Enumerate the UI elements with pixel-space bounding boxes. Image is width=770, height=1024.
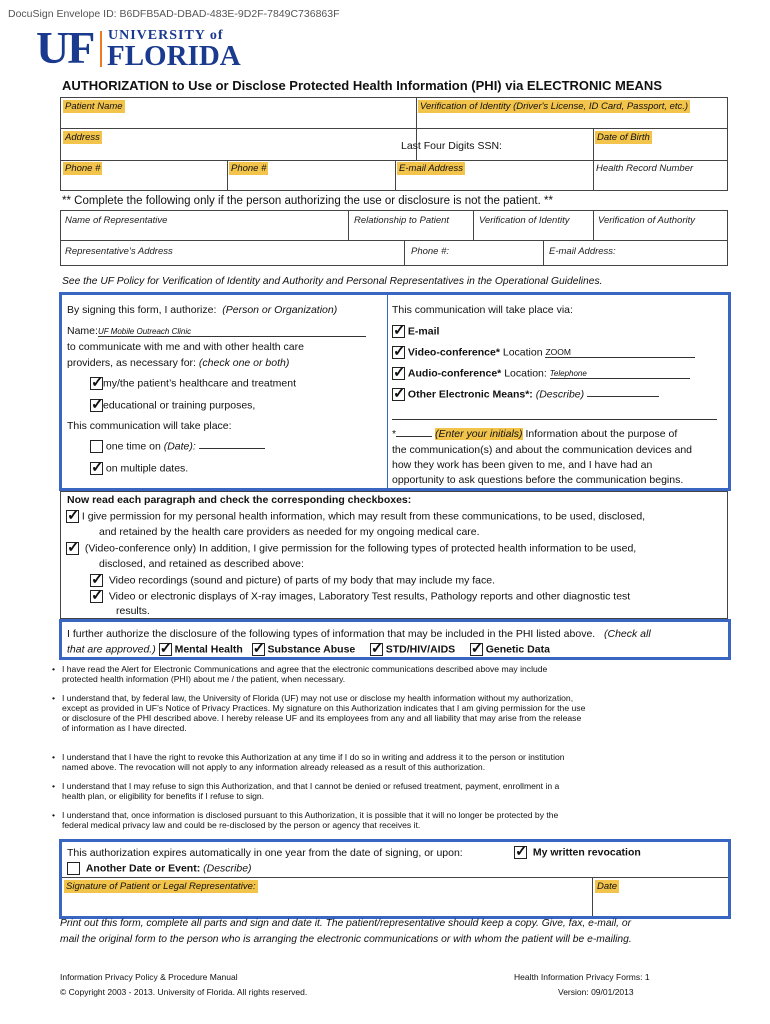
p2b-line-2: results. — [116, 605, 150, 617]
logo-florida-text: FLORIDA — [107, 40, 241, 72]
rep-email-label[interactable]: E-mail Address: — [549, 246, 616, 257]
footer-copyright: © Copyright 2003 - 2013. University of Florida. All rights reserved. — [60, 987, 308, 997]
signing-text: By signing this form, I authorize: (Person or Organization) — [67, 304, 338, 316]
p2-line-2: disclosed, and retained as described above: — [99, 558, 304, 570]
p2-row: ✓ (Video-conference only) In addition, I give permission for the following types of protected health information to be used, — [66, 542, 636, 555]
education-checkbox[interactable] — [90, 399, 103, 412]
patient-info-table — [60, 97, 728, 191]
video-location-input[interactable]: ZOOM — [545, 347, 695, 358]
rep-address-label[interactable]: Representative’s Address — [65, 246, 173, 257]
health-record-label: Health Record Number — [596, 163, 694, 174]
authorized-name-input[interactable]: UF Mobile Outreach Clinic — [98, 327, 366, 337]
logo-uf-text: UF — [36, 22, 94, 73]
p1-row: ✓ I give permission for my personal health information, which may result from these communications, to be used, disclosed, — [66, 510, 645, 523]
envelope-id: DocuSign Envelope ID: B6DFB5AD-DBAD-483E-9D2F-7849C736863F — [8, 8, 340, 20]
email-field[interactable]: E-mail Address — [399, 163, 464, 174]
bullet-item: • I understand that I have the right to revoke this Authorization at any time if I do so in writing and address it to the person or institution named above. The revocation will not apply to any information already released as a result of this authorization. — [62, 752, 565, 772]
copyright-icon: © — [60, 987, 67, 997]
authorization-box — [59, 292, 731, 491]
initials-text-2: the communication(s) and about the communication devices and — [392, 444, 692, 456]
verification-field[interactable]: Verification of Identity (Driver's License, ID Card, Passport, etc.) — [420, 101, 689, 112]
healthcare-checkbox[interactable] — [90, 377, 103, 390]
bullet-item: • I understand that, by federal law, the University of Florida (UF) may not use or disclose my health information without my authorization, except as provided in UF’s Notice of Privacy Practices. My signature on this Authorization indicates that I am giving permission for the use or disclosure of the PHI described above. I hereby release UF and its employees from any and all liability that may arise from the release of information as I have directed. — [62, 693, 585, 733]
print-note-1: Print out this form, complete all parts and sign and date it. The patient/representative should keep a copy. Give, fax, e-mail, or — [60, 918, 632, 929]
via-audio-row: ✓ Audio-conference* Location: Telephone — [392, 367, 690, 380]
dob-field[interactable]: Date of Birth — [597, 132, 650, 143]
bullet-item: • I understand that I may refuse to sign this Authorization, and that I cannot be denied or refused treatment, payment, enrollment in a health plan, or eligibility for benefits if I refuse to sign. — [62, 781, 559, 801]
multiple-dates-row: ✓ on multiple dates. — [90, 462, 188, 475]
bullet-item: • I understand that, once information is disclosed pursuant to this Authorization, it is possible that it will no longer be protected by the federal medical privacy law and could be re-disclosed by the person or agency that receives it. — [62, 810, 558, 830]
one-time-date-input[interactable] — [199, 448, 265, 449]
uf-logo — [36, 22, 246, 73]
via-video-row: ✓ Video-conference* Location ZOOM — [392, 346, 695, 359]
disclosure-text: I further authorize the disclosure of the following types of information that may be included in the PHI listed above. (Check all — [67, 628, 651, 640]
initials-text-4: opportunity to ask questions before the communication begins. — [392, 474, 684, 486]
substance-abuse-checkbox[interactable] — [252, 643, 265, 656]
one-time-checkbox[interactable] — [90, 440, 103, 453]
initials-row: * (Enter your initials) Information about the purpose of — [392, 428, 678, 440]
rep-verif-authority-label[interactable]: Verification of Authority — [598, 215, 695, 226]
via-video-checkbox[interactable] — [392, 346, 405, 359]
one-time-row: one time on (Date): — [90, 440, 265, 453]
paragraphs-heading: Now read each paragraph and check the corresponding checkboxes: — [67, 494, 412, 506]
revocation-checkbox[interactable] — [514, 846, 527, 859]
bullet-item: • I have read the Alert for Electronic Communications and agree that the electronic communications described above may include protected health information (PHI) about me / the patient, when necessary. — [62, 664, 547, 684]
p2a-row: ✓ Video recordings (sound and picture) of parts of my body that may include my face. — [90, 574, 495, 587]
phone-field-2[interactable]: Phone # — [231, 163, 267, 174]
another-date-row: Another Date or Event: (Describe) — [67, 862, 252, 875]
via-email-row: ✓ E-mail — [392, 325, 439, 338]
rep-relationship-label[interactable]: Relationship to Patient — [354, 215, 450, 226]
other-describe-line[interactable] — [392, 419, 717, 420]
signature-date-field[interactable]: Date — [597, 881, 618, 892]
multiple-dates-checkbox[interactable] — [90, 462, 103, 475]
rep-phone-label[interactable]: Phone #: — [411, 246, 450, 257]
p2b-row: ✓ Video or electronic displays of X-ray images, Laboratory Test results, Pathology reports and other diagnostic test — [90, 590, 630, 603]
rep-instruction: ** Complete the following only if the person authorizing the use or disclosure is not the patient. ** — [62, 195, 553, 207]
via-other-row: ✓ Other Electronic Means*: (Describe) — [392, 388, 659, 401]
audio-location-input[interactable]: Telephone — [550, 369, 690, 379]
genetic-data-checkbox[interactable] — [470, 643, 483, 656]
mental-health-checkbox[interactable] — [159, 643, 172, 656]
via-email-checkbox[interactable] — [392, 325, 405, 338]
footer-manual: Information Privacy Policy & Procedure Manual — [60, 972, 238, 982]
via-audio-checkbox[interactable] — [392, 367, 405, 380]
logo-university-text: UNIVERSITY of — [108, 28, 224, 43]
logo-divider — [100, 31, 102, 67]
option-education: ✓educational or training purposes, — [90, 399, 255, 412]
page-title: AUTHORIZATION to Use or Disclose Protected Health Information (PHI) via ELECTRONIC MEANS — [62, 78, 662, 93]
will-take-place: This communication will take place: — [67, 420, 232, 432]
via-other-checkbox[interactable] — [392, 388, 405, 401]
rep-verif-identity-label[interactable]: Verification of Identity — [479, 215, 570, 226]
expiry-text: This authorization expires automatically in one year from the date of signing, or upon: — [67, 847, 463, 859]
p2-checkbox[interactable] — [66, 542, 79, 555]
p1-checkbox[interactable] — [66, 510, 79, 523]
paragraphs-box — [60, 491, 728, 619]
option-healthcare: ✓my/the patient’s healthcare and treatment — [90, 377, 296, 390]
communicate-line-2: providers, as necessary for: (check one or both) — [67, 357, 290, 369]
disclosure-box — [59, 619, 731, 660]
signature-field[interactable]: Signature of Patient or Legal Representative: — [66, 881, 256, 892]
other-describe-input[interactable] — [587, 396, 659, 397]
address-field[interactable]: Address — [65, 132, 100, 143]
footer-forms: Health Information Privacy Forms: 1 — [514, 972, 650, 982]
communicate-line-1: to communicate with me and with other health care — [67, 341, 304, 353]
rep-table — [60, 210, 728, 266]
via-title: This communication will take place via: — [392, 304, 573, 316]
another-date-checkbox[interactable] — [67, 862, 80, 875]
p2b-checkbox[interactable] — [90, 590, 103, 603]
rep-name-label[interactable]: Name of Representative — [65, 215, 168, 226]
std-hiv-checkbox[interactable] — [370, 643, 383, 656]
footer-version: Version: 09/01/2013 — [558, 987, 634, 997]
patient-name-field[interactable]: Patient Name — [65, 101, 123, 112]
ssn-label: Last Four Digits SSN: — [401, 140, 502, 152]
initials-input[interactable] — [396, 436, 432, 437]
phone-field-1[interactable]: Phone # — [65, 163, 101, 174]
p1-line-2: and retained by the health care providers as needed for my ongoing medical care. — [99, 526, 480, 538]
print-note-2: mail the original form to the person who is arranging the electronic communications or with whom the patient will be e-mailing. — [60, 934, 632, 945]
authorized-name-row: Name:UF Mobile Outreach Clinic — [67, 325, 367, 337]
policy-note: See the UF Policy for Verification of Identity and Authority and Personal Representatives in the Operational Guidelines. — [62, 276, 603, 287]
initials-text-3: how they work has been given to me, and I have had an — [392, 459, 653, 471]
expiry-box — [59, 839, 731, 919]
disclosure-options: that are approved.) ✓ Mental Health ✓ Substance Abuse ✓ STD/HIV/AIDS ✓ Genetic Data — [67, 643, 550, 656]
revocation-row: ✓ My written revocation — [514, 846, 641, 859]
